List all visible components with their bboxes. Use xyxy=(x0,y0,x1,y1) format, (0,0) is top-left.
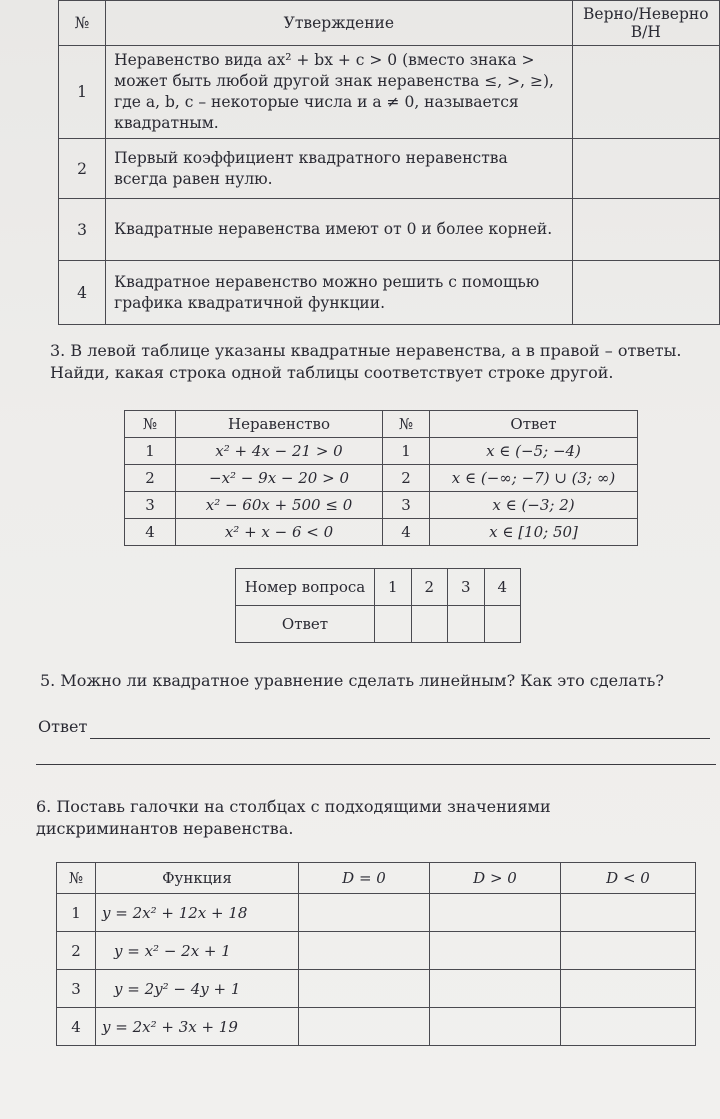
inequality-num: 4 xyxy=(125,519,176,546)
header-true-false: Верно/Неверно В/Н xyxy=(572,1,719,46)
answer-num: 2 xyxy=(383,465,430,492)
answer-num: 3 xyxy=(383,492,430,519)
statement-text: Неравенство вида ax² + bx + c > 0 (вместо знака > может быть любой другой знак неравенства ≤, >, ≥), где a, b, c – некоторые числа и a ≠ 0, называется квадратным. xyxy=(106,46,572,139)
inequality-num: 3 xyxy=(125,492,176,519)
answer-num: 1 xyxy=(383,438,430,465)
table-row xyxy=(57,970,696,1008)
answer-line[interactable] xyxy=(90,738,710,739)
checkbox-cell-d-zero[interactable] xyxy=(299,932,430,970)
checkbox-cell-d-zero[interactable] xyxy=(299,1008,430,1046)
checkbox-cell-d-negative[interactable] xyxy=(561,894,696,932)
answer-row xyxy=(236,606,521,643)
inequality-num: 1 xyxy=(125,438,176,465)
discriminant-header-row xyxy=(57,863,696,894)
question-number: 4 xyxy=(484,569,521,606)
discriminant-table xyxy=(56,862,696,1046)
table-row xyxy=(57,932,696,970)
inequality: x² + 4x − 21 > 0 xyxy=(176,438,383,465)
question-number-row xyxy=(236,569,521,606)
inequalities-table xyxy=(124,410,638,546)
header-num: № xyxy=(57,863,96,894)
checkbox-cell-d-zero[interactable] xyxy=(299,894,430,932)
statement-num: 4 xyxy=(59,261,106,325)
table-row xyxy=(57,894,696,932)
function-formula: y = 2x² + 3x + 19 xyxy=(96,1008,299,1046)
header-num-2: № xyxy=(383,411,430,438)
statement-answer-cell[interactable] xyxy=(572,199,719,261)
function-num: 1 xyxy=(57,894,96,932)
statement-answer-cell[interactable] xyxy=(572,46,719,139)
statement-row xyxy=(59,199,720,261)
question-number: 2 xyxy=(411,569,448,606)
checkbox-cell-d-negative[interactable] xyxy=(561,970,696,1008)
statement-num: 1 xyxy=(59,46,106,139)
statement-text: Квадратные неравенства имеют от 0 и более корней. xyxy=(106,199,572,261)
matching-answer-table xyxy=(235,568,521,643)
answer-interval: x ∈ (−3; 2) xyxy=(430,492,638,519)
checkbox-cell-d-positive[interactable] xyxy=(430,932,561,970)
statement-text: Квадратное неравенство можно решить с помощью графика квадратичной функции. xyxy=(106,261,572,325)
answer-num: 4 xyxy=(383,519,430,546)
answer-cell[interactable] xyxy=(484,606,521,643)
answer-cell[interactable] xyxy=(375,606,412,643)
task-3-text: 3. В левой таблице указаны квадратные неравенства, а в правой – ответы. Найди, какая строка одной таблицы соответствует строке другой. xyxy=(50,341,682,382)
checkbox-cell-d-positive[interactable] xyxy=(430,970,561,1008)
statements-table xyxy=(58,0,720,325)
header-num: № xyxy=(59,1,106,46)
task-5-text: 5. Можно ли квадратное уравнение сделать линейным? Как это сделать? xyxy=(40,671,664,690)
function-formula: y = 2x² + 12x + 18 xyxy=(96,894,299,932)
inequality-num: 2 xyxy=(125,465,176,492)
answer-cell[interactable] xyxy=(411,606,448,643)
statement-answer-cell[interactable] xyxy=(572,261,719,325)
table-row xyxy=(125,465,638,492)
table-row xyxy=(125,519,638,546)
checkbox-cell-d-zero[interactable] xyxy=(299,970,430,1008)
answer-label: Ответ xyxy=(38,717,88,736)
header-d-zero: D = 0 xyxy=(299,863,430,894)
function-formula: y = x² − 2x + 1 xyxy=(96,932,299,970)
inequality: −x² − 9x − 20 > 0 xyxy=(176,465,383,492)
statement-row xyxy=(59,139,720,199)
inequality: x² − 60x + 500 ≤ 0 xyxy=(176,492,383,519)
statement-num: 2 xyxy=(59,139,106,199)
header-num: № xyxy=(125,411,176,438)
inequalities-header-row xyxy=(125,411,638,438)
header-inequality: Неравенство xyxy=(176,411,383,438)
table-row xyxy=(125,438,638,465)
answer-cell[interactable] xyxy=(448,606,485,643)
checkbox-cell-d-negative[interactable] xyxy=(561,1008,696,1046)
answer-line[interactable] xyxy=(36,764,716,765)
statement-num: 3 xyxy=(59,199,106,261)
header-d-negative: D < 0 xyxy=(561,863,696,894)
statement-row xyxy=(59,261,720,325)
statement-row xyxy=(59,46,720,139)
checkbox-cell-d-positive[interactable] xyxy=(430,894,561,932)
header-d-positive: D > 0 xyxy=(430,863,561,894)
table-row xyxy=(125,492,638,519)
statement-text: Первый коэффициент квадратного неравенства всегда равен нулю. xyxy=(106,139,572,199)
function-num: 4 xyxy=(57,1008,96,1046)
header-statement: Утверждение xyxy=(106,1,572,46)
question-number: 1 xyxy=(375,569,412,606)
inequality: x² + x − 6 < 0 xyxy=(176,519,383,546)
checkbox-cell-d-negative[interactable] xyxy=(561,932,696,970)
statement-answer-cell[interactable] xyxy=(572,139,719,199)
function-num: 2 xyxy=(57,932,96,970)
task-6-text: 6. Поставь галочки на столбцах с подходящими значениями дискриминантов неравенства. xyxy=(36,797,551,838)
answer-interval: x ∈ [10; 50] xyxy=(430,519,638,546)
question-number-label: Номер вопроса xyxy=(236,569,375,606)
header-function: Функция xyxy=(96,863,299,894)
function-formula: y = 2y² − 4y + 1 xyxy=(96,970,299,1008)
checkbox-cell-d-positive[interactable] xyxy=(430,1008,561,1046)
header-answer: Ответ xyxy=(430,411,638,438)
question-number: 3 xyxy=(448,569,485,606)
statements-header-row xyxy=(59,1,720,46)
function-num: 3 xyxy=(57,970,96,1008)
table-row xyxy=(57,1008,696,1046)
answer-interval: x ∈ (−5; −4) xyxy=(430,438,638,465)
answer-label: Ответ xyxy=(236,606,375,643)
answer-interval: x ∈ (−∞; −7) ∪ (3; ∞) xyxy=(430,465,638,492)
